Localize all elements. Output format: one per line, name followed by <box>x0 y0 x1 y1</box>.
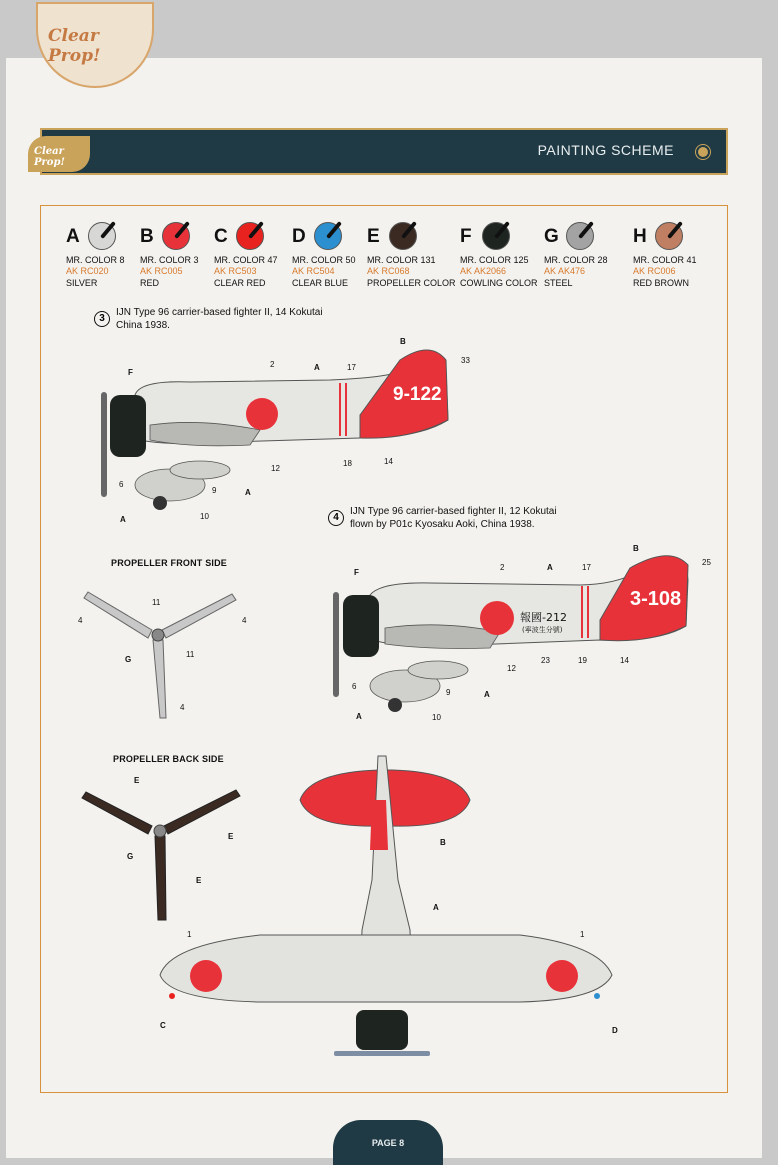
ak-color-code: AK RC006 <box>633 266 676 276</box>
color-letter: B <box>140 226 154 247</box>
callout-color-A: A <box>356 712 362 721</box>
callout-color-E: E <box>134 776 140 785</box>
callout-number: 11 <box>152 598 161 607</box>
brand-logo-small-text: Clear Prop! <box>34 146 65 168</box>
mr-color-code: MR. COLOR 28 <box>544 255 608 265</box>
callout-number: 9 <box>446 688 451 697</box>
callout-number: 4 <box>78 616 83 625</box>
callout-color-A: A <box>433 903 439 912</box>
callout-color-G: G <box>125 655 132 664</box>
color-name: RED BROWN <box>633 278 689 288</box>
scheme-caption-line: flown by P01c Kyosaku Aoki, China 1938. <box>350 519 535 530</box>
callout-color-A: A <box>314 363 320 372</box>
propeller-disc <box>334 1051 430 1056</box>
ak-color-code: AK RC020 <box>66 266 109 276</box>
callout-number: 12 <box>271 464 280 473</box>
callout-number: 6 <box>352 682 357 691</box>
mr-color-code: MR. COLOR 3 <box>140 255 199 265</box>
tail-code: 3-108 <box>630 588 682 610</box>
scheme-number-badge: 4 <box>328 510 344 526</box>
callout-color-B: B <box>633 544 639 553</box>
ak-color-code: AK RC068 <box>367 266 410 276</box>
mr-color-code: MR. COLOR 125 <box>460 255 529 265</box>
callout-number: 11 <box>186 650 195 659</box>
wing-shape <box>160 935 612 1002</box>
callout-number: 10 <box>432 713 441 722</box>
propeller-front-title: PROPELLER FRONT SIDE <box>111 558 228 568</box>
scheme-caption-line: IJN Type 96 carrier-based fighter II, 12 Kokutai <box>350 506 557 517</box>
callout-color-G: G <box>127 852 134 861</box>
callout-color-D: D <box>612 1026 618 1035</box>
color-name: PROPELLER COLOR <box>367 278 456 288</box>
callout-number: 14 <box>620 656 629 665</box>
color-name: CLEAR BLUE <box>292 278 349 288</box>
section-title: PAINTING SCHEME <box>537 142 674 158</box>
callout-color-A: A <box>245 488 251 497</box>
color-letter: A <box>66 226 80 247</box>
color-letter: E <box>367 226 380 247</box>
callout-color-F: F <box>128 368 133 377</box>
color-name: SILVER <box>66 278 98 288</box>
color-name: CLEAR RED <box>214 278 266 288</box>
color-name: RED <box>140 278 160 288</box>
mr-color-code: MR. COLOR 41 <box>633 255 697 265</box>
mr-color-code: MR. COLOR 50 <box>292 255 356 265</box>
callout-number: 14 <box>384 457 393 466</box>
ak-color-code: AK RC005 <box>140 266 183 276</box>
color-letter: H <box>633 226 647 247</box>
color-name: COWLING COLOR <box>460 278 538 288</box>
hinomaru-marking <box>546 960 578 992</box>
callout-color-B: B <box>400 337 406 346</box>
page-number-tab <box>333 1120 443 1165</box>
callout-color-B: B <box>440 838 446 847</box>
callout-number: 4 <box>242 616 247 625</box>
wingtip-light-red <box>169 993 175 999</box>
mr-color-code: MR. COLOR 131 <box>367 255 436 265</box>
color-name: STEEL <box>544 278 573 288</box>
callout-number: 1 <box>580 930 585 939</box>
callout-number: 10 <box>200 512 209 521</box>
scheme-number-badge: 3 <box>94 311 110 327</box>
fuselage-inscription: 報國-212 <box>520 611 567 624</box>
callout-color-A: A <box>120 515 126 524</box>
callout-color-A: A <box>484 690 490 699</box>
callout-number: 33 <box>461 356 470 365</box>
page-number: PAGE 8 <box>371 1138 405 1148</box>
color-letter: F <box>460 226 472 247</box>
callout-color-E: E <box>196 876 202 885</box>
callout-number: 12 <box>507 664 516 673</box>
tail-code: 9-122 <box>393 384 442 405</box>
brand-logo-text: Clear Prop! <box>48 26 101 66</box>
fin-marking <box>370 800 388 850</box>
color-letter: C <box>214 226 228 247</box>
fuselage-inscription-sub: (寧波生分號) <box>522 626 563 634</box>
callout-number: 9 <box>212 486 217 495</box>
scheme-caption-line: China 1938. <box>116 320 170 331</box>
cowling-shape <box>356 1010 408 1050</box>
hinomaru-marking <box>190 960 222 992</box>
callout-number: 1 <box>187 930 192 939</box>
ak-color-code: AK AK2066 <box>460 266 507 276</box>
scheme-caption-line: IJN Type 96 carrier-based fighter II, 14 Kokutai <box>116 307 323 318</box>
callout-number: 2 <box>270 360 275 369</box>
callout-color-C: C <box>160 1021 166 1030</box>
callout-number: 18 <box>343 459 352 468</box>
callout-number: 17 <box>582 563 591 572</box>
propeller-back-title: PROPELLER BACK SIDE <box>113 754 224 764</box>
ak-color-code: AK RC504 <box>292 266 335 276</box>
callout-number: 2 <box>500 563 505 572</box>
callout-color-A: A <box>547 563 553 572</box>
color-letter: D <box>292 226 306 247</box>
ak-color-code: AK AK476 <box>544 266 586 276</box>
callout-number: 25 <box>702 558 711 567</box>
callout-color-E: E <box>228 832 234 841</box>
ak-color-code: AK RC503 <box>214 266 257 276</box>
callout-number: 19 <box>578 656 587 665</box>
callout-number: 4 <box>180 703 185 712</box>
callout-color-F: F <box>354 568 359 577</box>
mr-color-code: MR. COLOR 47 <box>214 255 278 265</box>
wingtip-light-blue <box>594 993 600 999</box>
callout-number: 17 <box>347 363 356 372</box>
color-letter: G <box>544 226 559 247</box>
callout-number: 6 <box>119 480 124 489</box>
callout-number: 23 <box>541 656 550 665</box>
mr-color-code: MR. COLOR 8 <box>66 255 125 265</box>
